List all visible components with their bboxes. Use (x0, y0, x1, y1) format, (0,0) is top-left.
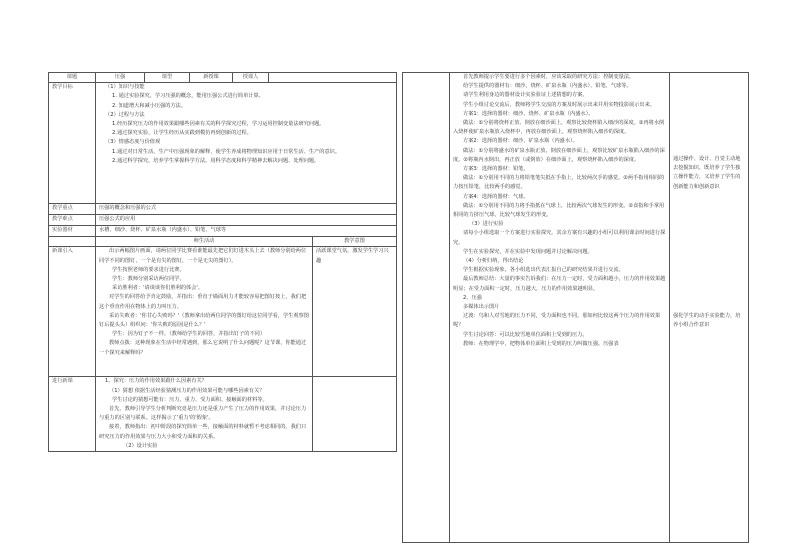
new-lesson-content (96, 247, 313, 377)
new-lesson-line: 学生按照老师的要求进行比赛。 (112, 266, 185, 273)
process-line: 方案3：选择的器材：铅笔。 (463, 166, 529, 173)
goals-line: 1.通过对日常生活、生产中压强现象的解释，使学生养成将物理知识应用于日常生活、生产的意识。 (112, 148, 341, 155)
process-line: 做法：①分别用不同的力将铅笔笔尖抵在手指上，比较两次手的感觉。②两手指用相同的力按压铅笔，比较两手的感觉。 (453, 175, 665, 191)
header-row (49, 73, 397, 83)
goals-line: 2.通过探究实验，让学生经历从实践到模仿再到创新的过程。 (112, 130, 252, 137)
process-line: 学生小组讨论交流后，教师将学生交流的方案及时展示出来并用实物投影展示出来。 (463, 101, 655, 108)
new-teaching-label: 进行新课 (49, 377, 96, 452)
lesson-type-value: 新授课 (190, 73, 233, 83)
process-line: 多媒体出示图片 (463, 304, 500, 311)
new-lesson-intent: 活跃课堂气氛，激发学生学习兴趣 (313, 247, 397, 377)
process-line: 2、压强 (463, 294, 482, 301)
new-teaching-row (49, 377, 397, 452)
goals-line: 2. 知道增大和减小压强的方法。 (112, 102, 187, 109)
intent-note-2: 强化学生的动手实验能力，培养小组合作意识 (673, 312, 741, 329)
process-line: 学生根据实验现象，各小组选出代表汇报自己的研究结果并进行交流。 (463, 267, 624, 274)
process-line: 请每小小组选取一个方案进行实验探究。其余方案有兴趣的小组可以利用课余时间进行探究。 (453, 230, 666, 246)
intent-header: 教学意图 (313, 237, 397, 247)
process-line: 做法：①分别用不同的力将手指抵在气球上，比较两次气球发生的形变。②食指和手掌用相同的力挤压气球，比较气球发生的形变。 (453, 202, 665, 219)
process-line: 最后教师总结：大量的事实告诉我们：在压力一定时，受力面积越小，压力的作用效果越明显；在受力面积一定时，压力越大，压力的作用效果越明显。 (453, 276, 666, 292)
new-lesson-line: 学生：教师分别采访两位同学。 (112, 276, 185, 283)
process-line: 请学生利用身边的器材设计实验验证上述猜想的方案。 (463, 92, 588, 99)
process-line: 方案4：选择的器材：气球。 (463, 193, 529, 200)
goals-row (49, 83, 397, 204)
goals-line: 1. 通过实验探究，学习压强的概念，能用压强公式进行简单计算。 (112, 93, 264, 100)
teacher-activity-header: 师生活动 (96, 237, 313, 247)
process-line: （3）进行实验 (469, 221, 504, 228)
process-line: 做法：①分别将烧杯正放、倒放在细沙面上，观察比较烧杯陷入细沙的深度。②再将水倒入烧杯使矿泉水瓶放入烧杯中，再放在细沙面上，观察烧杯陷入细沙的深度。 (453, 120, 665, 136)
new-lesson-line: 教师点拨：这种现象在生活中经常遇到，那么它说明了什么问题呢？这节课，你能通过一个探究来解释吗？ (99, 340, 307, 356)
new-teaching-line: 学生讨论的猜想可能有：压力、重力、受力面积、接触面的材料等。 (112, 396, 268, 403)
lesson-plan-table-left (48, 72, 397, 452)
new-teaching-line: 1、探究：压力的作用效果跟什么因素有关？ (105, 378, 207, 385)
process-line: 学生讨论回答：可以比较雪地单位面积上受到的压力。 (463, 331, 588, 338)
new-teaching-line: （2）设计实验 (123, 442, 158, 449)
lesson-plan-table-right (402, 72, 749, 543)
teacher-value (269, 73, 397, 83)
process-line: 首先教师提示学生要进行多个因素时，应该采取的研究方法：控制变量法。 (463, 74, 635, 80)
new-lesson-line: 出示两幅图片画面，请两位同学比赛看谁能最先把它们钉进木头上去（教师分别给两位同学不同的图钉，一个是有尖的图钉，一个是无尖的图钉）。 (99, 248, 307, 264)
process-line: 给学生提供的器材有：细沙、烧杯、矿泉水瓶（内盛水）、铅笔、气球等。 (463, 83, 632, 90)
key-points-value: 压强的概念和压强的公式 (96, 204, 397, 215)
topic-value: 压强 (96, 73, 145, 83)
new-lesson-line: 对学生的回答给予肯定鼓励，并指出：垂直于墙面用力才能较容易把图钉按上，我们把这个垂直作用在物体上的力叫压力。 (99, 294, 307, 310)
process-line: （4）分析归纳，得出结论 (463, 258, 524, 265)
goals-line: （3）情感态度与价值观 (105, 139, 161, 146)
goals-label: 教学目标 (49, 83, 96, 204)
new-teaching-line: （1）猜想 依据生活经验猜测压力的作用效果可能与哪些因素有关？ (109, 387, 265, 394)
equipment-row (49, 226, 397, 237)
new-teaching-line: 接着，教师指出：初中阶段的探究简单一些，接触面的材料就暂不考虑相同的。我们只研究压力的作用效果与压力大小和受力面积的关系。 (99, 424, 307, 440)
new-teaching-content (96, 377, 313, 452)
process-line: 方案2：选择的器材：细沙、矿泉水瓶（内盛水）。 (463, 138, 578, 145)
intent-note-1: 通过操作、设计、自觉主动地去挖掘知识，既培养了学生独立操作能力，又培养了学生的创新能力和创新意识 (673, 156, 741, 190)
new-teaching-intent (313, 377, 397, 452)
goals-line: （1）知识与技能 (105, 84, 145, 91)
equipment-label: 实验器材 (49, 226, 96, 237)
difficulty-value: 压强公式的应用 (96, 215, 397, 226)
new-lesson-line: 采访失败者：'你甘心失败吗？'（教师拿出给两位同学的图钉给这位同学看，学生观察图钉后提头头）组织问：'你失败的原因是什么？' (99, 312, 309, 329)
process-line: 教师：在物理学中，把物体单位面积上受到的压力叫做压强。压强表 (463, 340, 619, 347)
equipment-value: 水槽、细沙、烧杯、矿泉水瓶（内盛水）、铅笔、气球等 (96, 226, 397, 237)
difficulty-label: 教学难点 (49, 215, 96, 226)
goals-line: 1.经历探究压力的作用效果跟哪些因素有关的科学探究过程，学习运用控制变量法研究问题。 (112, 121, 325, 128)
lesson-type-label: 课型 (145, 73, 190, 83)
process-line: 做法：①分别将盛水的矿泉水瓶正放、倒放在细沙面上，观察比较矿泉水瓶陷入细沙的深度。②将瓶内水倒出，再正放（或倒放）在细沙面上，观察烧杯陷入细沙的深度。 (453, 147, 665, 163)
goals-line: （2）过程与方法 (105, 111, 145, 118)
topic-label: 课题 (49, 73, 96, 83)
new-lesson-label: 新课引入 (49, 247, 96, 377)
teacher-label: 授课人 (233, 73, 269, 83)
new-teaching-line: 首先，教师引导学生分析判断究竟是压力还是重力产生了压力的作用效果，并讨论压力与重力的区别与联系。这样揭示了'重力'的'假象'。 (99, 406, 307, 422)
new-lesson-row (49, 247, 397, 377)
right-page (397, 0, 794, 560)
continuation-label (403, 73, 450, 543)
goals-content (96, 83, 397, 204)
process-line: 方案1：选择的器材：细沙、烧杯、矿泉水瓶（内盛水）。 (463, 110, 594, 117)
process-header-row (49, 237, 397, 247)
key-points-row (49, 204, 397, 215)
continuation-content (450, 73, 670, 543)
key-points-label: 教学重点 (49, 204, 96, 215)
goals-line: 2.通过科学探究，培养学生掌握科学方法，用科学态度和科学精神去解决问题、处理问题。 (112, 157, 320, 164)
continuation-row (403, 73, 749, 543)
difficulty-row (49, 215, 397, 226)
process-line: 学生在实验探究，并在实验中发现问题并讨论解决问题。 (463, 248, 593, 255)
continuation-intent (670, 73, 749, 543)
new-lesson-line: 学生：因为钉子不一样。（教师给学生的回答，并指出钉子的不同） (112, 331, 266, 338)
process-line: 过渡：鸟和人对雪地的压力不同，受力面积也不同，那如何比较这两个压力的作用效果呢？ (453, 313, 661, 329)
new-lesson-line: 采访胜利者：'请谈谈你们胜利的体会'。 (112, 285, 204, 292)
